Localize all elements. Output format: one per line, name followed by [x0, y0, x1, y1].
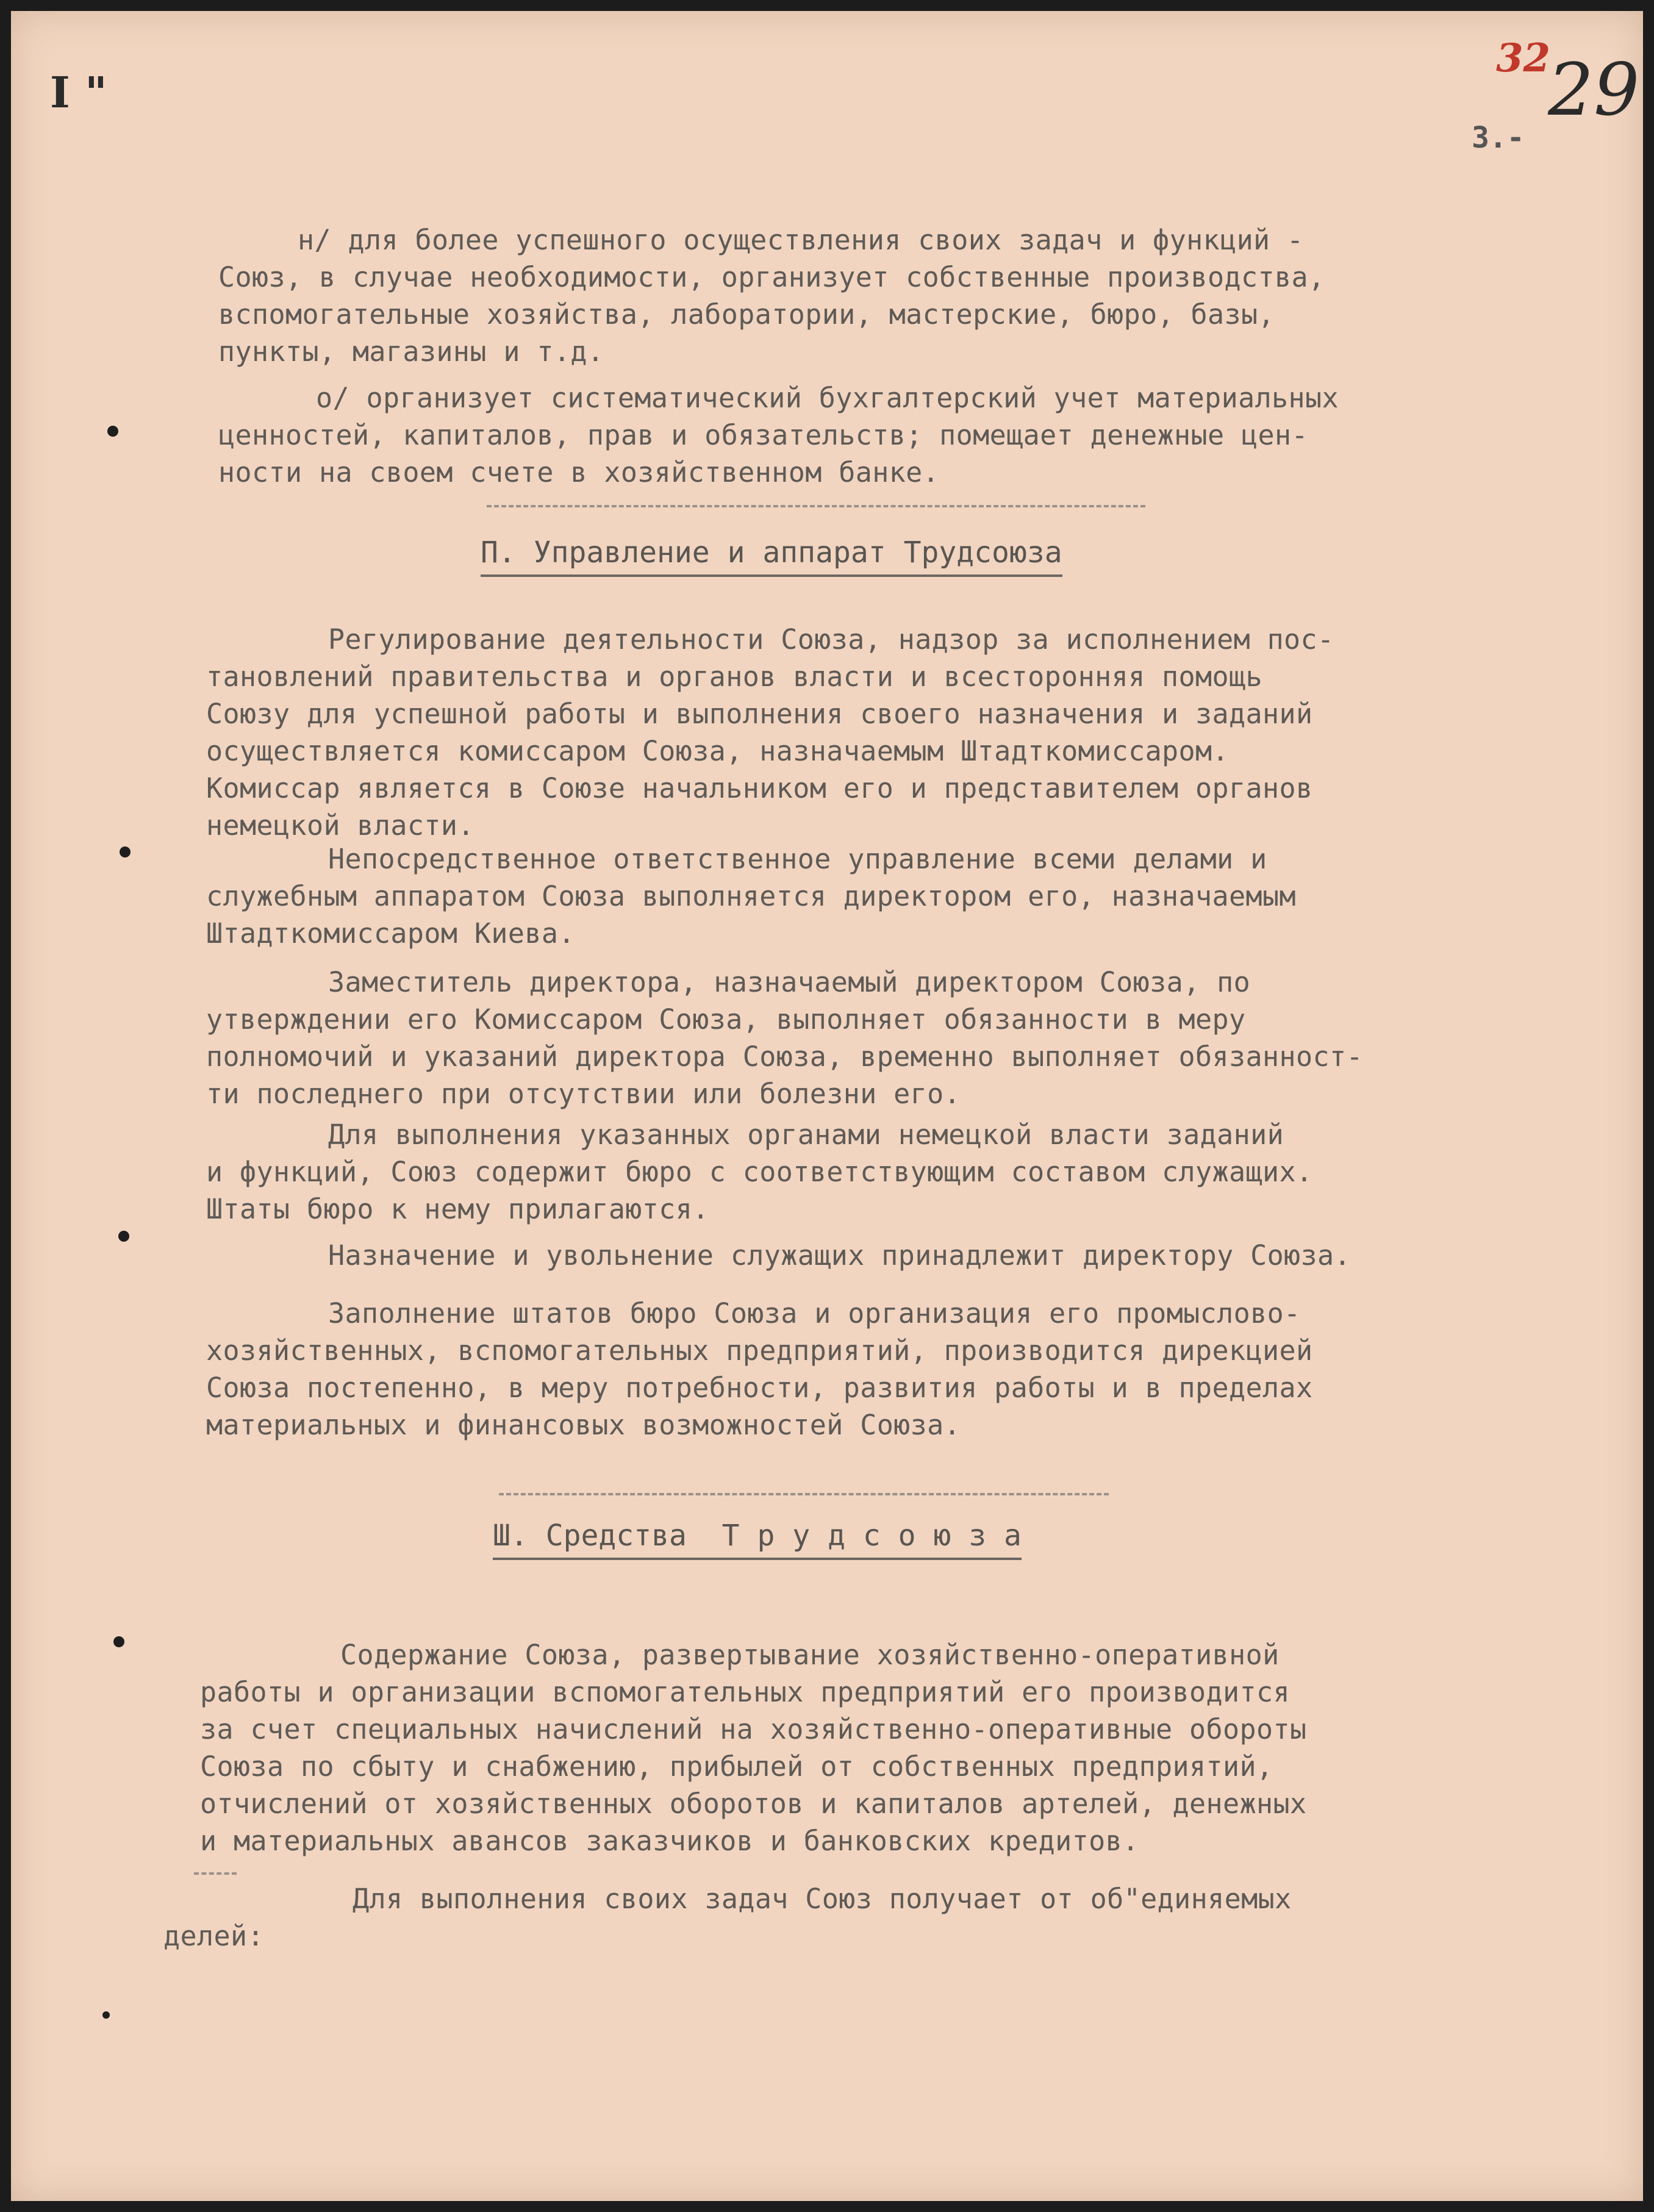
- paragraph-appointment: [206, 1237, 1572, 1274]
- paragraph-deputy: [206, 964, 1572, 1112]
- text-line: Союза по сбыту и снабжению, прибылей от собственных предприятий,: [200, 1750, 1273, 1783]
- text-line: делей:: [163, 1920, 264, 1952]
- text-line: за счет специальных начислений на хозяйственно-оперативные обороты: [200, 1713, 1307, 1745]
- paragraph-regulation: [206, 621, 1572, 844]
- text-line: ти последнего при отсутствии или болезни его.: [206, 1078, 961, 1110]
- text-line: Заместитель директора, назначаемый директором Союза, по: [328, 966, 1251, 998]
- text-line: Для выполнения указанных органами немецкой власти заданий: [328, 1119, 1284, 1151]
- paragraph-funding: [200, 1636, 1566, 1859]
- text-line: н/ для более успешного осуществления своих задач и функций -: [298, 224, 1304, 256]
- text-line: немецкой власти.: [206, 809, 474, 842]
- text-line: Штадткомиссаром Киева.: [206, 917, 575, 950]
- binding-hole-mark: [107, 426, 118, 437]
- text-line: Регулирование деятельности Союза, надзор за исполнением пос-: [328, 623, 1334, 656]
- text-line: ности на своем счете в хозяйственном банке.: [218, 456, 940, 489]
- text-line: отчислений от хозяйственных оборотов и капиталов артелей, денежных: [200, 1788, 1307, 1820]
- paragraph-staffing: [206, 1295, 1572, 1444]
- page-number-typed: 3.-: [1472, 121, 1525, 155]
- binding-hole-mark: [102, 2011, 110, 2019]
- text-line: Непосредственное ответственное управление всеми делами и: [328, 843, 1267, 875]
- text-line: вспомогательные хозяйства, лаборатории, мастерские, бюро, базы,: [218, 298, 1275, 331]
- text-line: Назначение и увольнение служащих принадлежит директору Союза.: [328, 1239, 1351, 1272]
- text-line: Комиссар является в Союзе начальником его и представителем органов: [206, 772, 1313, 804]
- text-line: Союз, в случае необходимости, организует собственные производства,: [218, 261, 1325, 293]
- text-line: тановлений правительства и органов власти и всесторонняя помощь: [206, 660, 1263, 693]
- text-line: служебным аппаратом Союза выполняется директором его, назначаемым: [206, 880, 1296, 912]
- text-line: и функций, Союз содержит бюро с соответствующим составом служащих.: [206, 1156, 1313, 1188]
- text-line: Для выполнения своих задач Союз получает от об"единяемых: [353, 1883, 1292, 1915]
- text-line: Союзу для успешной работы и выполнения своего назначения и заданий: [206, 698, 1313, 730]
- binding-hole-mark: [113, 1636, 124, 1647]
- text-line: Заполнение штатов бюро Союза и организация его промыслово-: [328, 1297, 1301, 1330]
- binding-hole-mark: [120, 847, 131, 857]
- text-line: работы и организации вспомогательных предприятий его производится: [200, 1676, 1290, 1708]
- paragraph-o: [206, 379, 1572, 491]
- text-line: хозяйственных, вспомогательных предприятий, производится дирекцией: [206, 1334, 1313, 1367]
- section-heading-3: Ш. Средства Т р у д с о ю з а: [493, 1517, 1022, 1560]
- text-line: и материальных авансов заказчиков и банковских кредитов.: [200, 1825, 1139, 1857]
- paragraph-n: [206, 221, 1572, 370]
- section-divider: [487, 505, 1145, 507]
- text-line: материальных и финансовых возможностей Союза.: [206, 1409, 961, 1441]
- document-page: [11, 11, 1643, 2201]
- text-line: осуществляется комиссаром Союза, назначаемым Штадткомиссаром.: [206, 735, 1230, 767]
- small-divider: [194, 1872, 237, 1875]
- corner-mark-left: I ": [50, 67, 107, 118]
- text-line: пункты, магазины и т.д.: [218, 335, 604, 368]
- text-line: Союза постепенно, в меру потребности, развития работы и в пределах: [206, 1372, 1313, 1404]
- binding-hole-mark: [118, 1231, 129, 1242]
- archive-number-black: 29: [1548, 48, 1640, 132]
- text-line: полномочий и указаний директора Союза, временно выполняет обязанност-: [206, 1040, 1363, 1073]
- paragraph-bureau: [206, 1116, 1572, 1228]
- text-line: о/ организует систематический бухгалтерский учет материальных: [316, 382, 1339, 414]
- paragraph-director: [206, 840, 1572, 952]
- paragraph-receives: [163, 1880, 1530, 1955]
- archive-number-red: 32: [1496, 35, 1551, 81]
- section-divider: [499, 1493, 1109, 1495]
- text-line: Содержание Союза, развертывание хозяйственно-оперативной: [340, 1639, 1280, 1671]
- text-line: утверждении его Комиссаром Союза, выполняет обязанности в меру: [206, 1003, 1246, 1036]
- text-line: ценностей, капиталов, прав и обязательств; помещает денежные цен-: [218, 419, 1308, 451]
- text-line: Штаты бюро к нему прилагаются.: [206, 1193, 709, 1225]
- section-heading-2: П. Управление и аппарат Трудсоюза: [481, 534, 1062, 577]
